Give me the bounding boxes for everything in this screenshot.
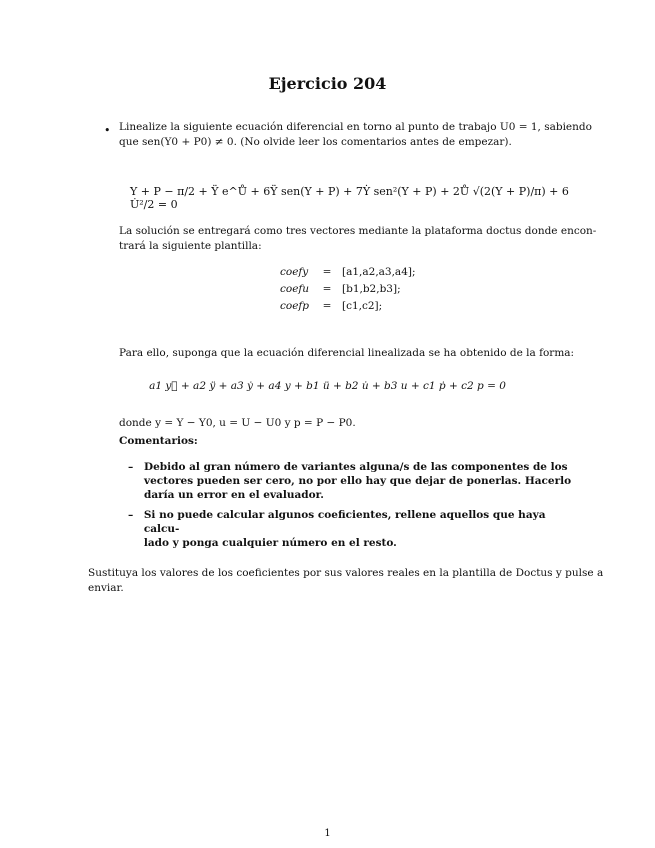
intro-paragraph — [119, 120, 592, 150]
coef-name: coefp — [280, 300, 310, 312]
comment-line: lado y ponga cualquier número en el resto. — [143, 537, 397, 549]
comments-heading: Comentarios: — [119, 435, 198, 447]
solution-paragraph — [119, 224, 596, 254]
page-title: Ejercicio 204 — [268, 74, 387, 93]
dash-icon: – — [128, 509, 134, 521]
coefficient-template — [280, 264, 416, 315]
linearized-equation: a1 y⃛ + a2 ÿ + a3 ẏ + a4 y + b1 ü + b2 u̇ + b3 u + c1 ṗ + c2 p = 0 — [149, 380, 506, 392]
linearized-intro: Para ello, suponga que la ecuación diferencial linealizada se ha obtenido de la forma: — [119, 347, 575, 359]
intro-line-1: Linealize la siguiente ecuación diferencial en torno al punto de trabajo U0 = 1, sabiendo — [119, 121, 592, 133]
coef-row: coefy = [a1,a2,a3,a4]; — [280, 264, 416, 281]
closing-line-2: enviar. — [88, 582, 124, 594]
intro-line-2: que sen(Y0 + P0) ≠ 0. (No olvide leer los comentarios antes de empezar). — [119, 136, 512, 148]
comment-item — [128, 508, 576, 550]
main-equation — [130, 178, 580, 218]
solution-line-2: trará la siguiente plantilla: — [119, 240, 262, 252]
comment-line: Si no puede calcular algunos coeficientes, rellene aquellos que haya calcu- — [143, 509, 546, 535]
coef-row: coefu = [b1,b2,b3]; — [280, 281, 416, 298]
main-equation-text: Y + P − π/2 + Ÿ e^Ů + 6Ÿ sen(Y + P) + 7Ẏ sen²(Y + P) + 2Ů √(2(Y + P)/π) + 6 U̇²/2 = 0 — [130, 185, 569, 211]
coef-name: coefu — [280, 283, 310, 295]
comment-line: daría un error en el evaluador. — [144, 489, 324, 501]
closing-line-1: Sustituya los valores de los coeficientes por sus valores reales en la plantilla de Doctus y pulse a — [88, 567, 604, 579]
coef-name: coefy — [280, 266, 309, 278]
comment-item — [128, 460, 576, 502]
comment-line: vectores pueden ser cero, no por ello hay que dejar de ponerlas. Hacerlo — [144, 475, 572, 487]
coef-value: [b1,b2,b3]; — [342, 283, 401, 295]
coef-value: [c1,c2]; — [342, 300, 383, 312]
comment-line: Debido al gran número de variantes alguna/s de las componentes de los — [144, 461, 568, 473]
dash-icon: – — [128, 461, 134, 473]
page-number: 1 — [324, 828, 331, 839]
closing-paragraph — [88, 566, 603, 596]
bullet-icon: • — [104, 124, 111, 137]
coef-value: [a1,a2,a3,a4]; — [342, 266, 416, 278]
solution-line-1: La solución se entregará como tres vectores mediante la plataforma doctus donde encon- — [119, 225, 597, 237]
coef-row: coefp = [c1,c2]; — [280, 298, 416, 315]
where-text: donde y = Y − Y0, u = U − U0 y p = P − P0. — [119, 417, 356, 429]
